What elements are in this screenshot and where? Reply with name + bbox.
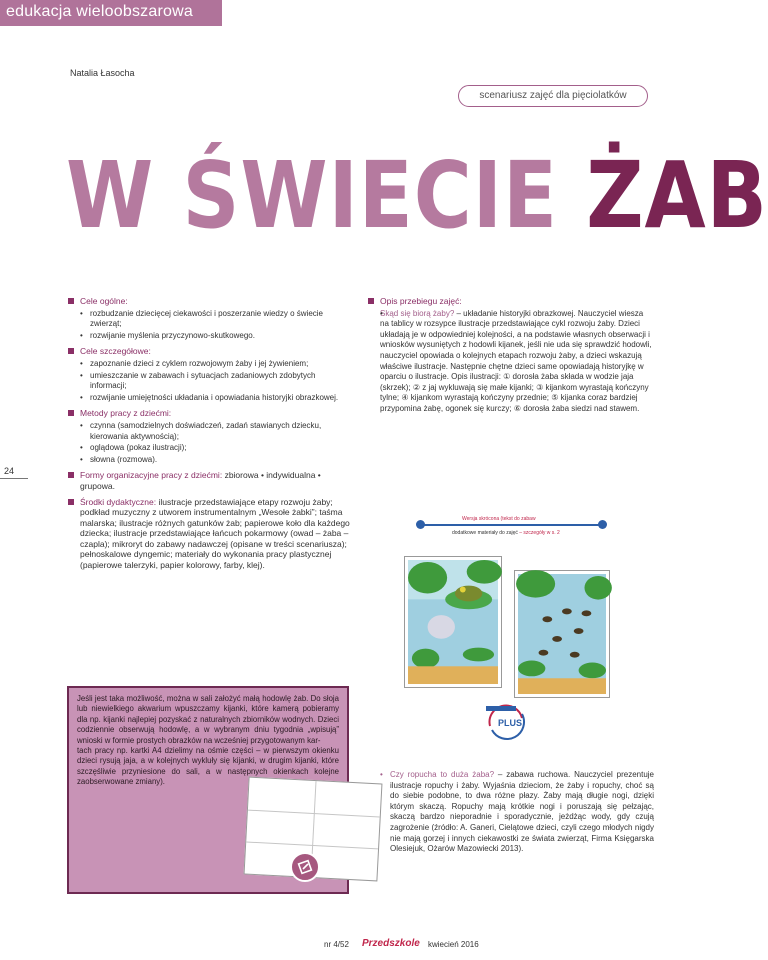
square-bullet-icon [368,298,374,304]
timeline-line [420,524,602,526]
means-heading: Środki dydaktyczne: ilustracje przedstawiające etapy rozwoju żaby; podkład muzyczny z utworem instrumentalnym „Wesołe żabki”; taśma malarska; ilustracje różnych gatunków żab; papierowe koło dla każdego dziecka; ilustracje przedstawiające łańcuch pokarmowy (owad – żaba – czapla); mikroryt do zabawy nadawczej (opisane w treści scenariusza); pełnoskalowe dyngemic; materiały do wykonania pracy plastycznej (papierowe talerzyki, papier kolorowy, farby, klej). [68,497,350,571]
plus-logo [484,700,528,740]
list-item: • czynna (samodzielnych doświadczeń, zadań stawianych dziecku, kierowania aktywnością); [68,421,350,442]
list-item: • zapoznanie dzieci z cyklem rozwojowym żaby i jej żywieniem; [68,359,350,370]
bottom-list-item [378,770,654,855]
timeline-dot [416,520,425,529]
square-bullet-icon [68,298,74,304]
bottom-paragraph [378,770,654,856]
timeline-diagram [412,516,608,556]
title-part-1: W ŚWIECIE [66,142,587,249]
list-item: • umieszczanie w zabawach i sytuacjach zadaniowych zdobytych informacji; [68,371,350,392]
goals-detailed-heading: Cele szczegółowe: [68,346,350,357]
square-bullet-icon [68,472,74,478]
section-tab: edukacja wieloobszarowa [0,0,222,26]
scenario-label: scenariusz zajęć dla pięciolatków [458,85,648,107]
list-item: • oglądowa (pokaz ilustracji); [68,443,350,454]
methods-heading: Metody pracy z dziećmi: [68,408,350,419]
info-box-text-narrow: tach pracy np. kartki A4 dzielimy na ośmie części – w pierwszym okienku dzieci rysują jaja, a w kolejnych wykluły się kijanki, w drugim kijanki, które szczęśliwie przyniesione do sali, a w następnych okienkach kolejne zaobserwowane zmiany). [77,746,339,787]
course-paragraph [368,309,654,415]
timeline-label-top: Wersja skrócona (tekst do zabaw [462,516,536,522]
magazine-logo: Przedszkole [362,938,420,949]
footer [0,938,720,952]
square-bullet-icon [68,499,74,505]
expand-icon [290,852,320,882]
page-number-divider [0,478,28,479]
footer-date: kwiecień 2016 [428,940,479,949]
means-text: ilustracje przedstawiające etapy rozwoju żaby; podkład muzyczny z utworem instrumentalnym „Wesołe żabki”; taśma malarska; ilustracje różnych gatunków żab; papierowe koło dla każdego dziecka; ilustracje przedstawiające łańcuch pokarmowy (owad – żaba – czapla); mikroryt do zabawy nadawczej (opisane w treści scenariusza); pełnoskalowe dyngemic; materiały do wykonania pracy plastycznej (papierowe talerzyki, papier kolorowy, farby, klej). [80,496,350,571]
bottom-text: – zabawa ruchowa. Nauczyciel prezentuje ilustracje ropuchy i żaby. Wyjaśnia dzieciom, że żaby i ropuchy, choć są do siebie podobne, to dwa różne płazy. Żaby mają długie nogi, dzięki którym skaczą. Ropuchy mają krótkie nogi i poruszają się pełzając, skaczą bardzo nieporadnie i sporadycznie, jeżdżąc wody, gdy czują zagrożenie (źródło: A. Ganeri, Cielątowe dzieci, czyli czego młodych nigdy nie mają gorzej i innych ciekawostki ze świata zwierząt, Firma Księgarska Olesiejuk, Ożarów Mazowiecki 2013). [390,770,654,854]
course-text: – układanie historyjki obrazkowej. Nauczyciel wiesza na tablicy w rozsypce ilustracje przedstawiające cykl rozwoju żaby. Dzieci układają je w odpowiedniej kolejności, a na podstawie własnych obserwacji i wniosków wysuniętych z hodowli kijanek, jeśli nie uda się sprawdzić hodowli, nauczyciel opowiada o kolejnych etapach rozwoju żaby, a dzieci wskazują właściwe ilustracje. Następnie chętne dzieci same opowiadają historyjkę w oparciu o ilustracje. Opis ilustracji: ① dorosła żaba składa w wodzie jaja (skrzek); ② z jaj wykluwają się małe kijanki; ③ kijankom wyrastają kończyny tylne; ④ kijankom wyrastają kończyny przednie; ⑤ kijanka coraz bardziej przypomina żabę, ogonek się kurczy; ⑥ dorosła żaba siedzi nad stawem. [380,308,652,413]
timeline-label-bottom: dodatkowe materiały do zajęć – szczegóły w s. 2 [452,530,560,536]
square-bullet-icon [68,410,74,416]
list-item: • rozbudzanie dziecięcej ciekawości i poszerzanie wiedzy o świecie zwierząt; [68,309,350,330]
author: Natalia Łasocha [70,68,135,78]
svg-text:PLUS: PLUS [498,718,523,728]
footer-issue: nr 4/52 [324,940,349,949]
tadpoles-illustration [514,570,610,698]
frog-pond-illustration [404,556,502,688]
bottom-lead: Czy ropucha to duża żaba? [390,770,495,779]
square-bullet-icon [68,348,74,354]
goals-general-heading: Cele ogólne: [68,296,350,307]
forms-text: zbiorowa • indywidualna • grupowa. [80,470,321,491]
course-heading: Opis przebiegu zajęć: [368,296,654,307]
list-item: • rozwijanie myślenia przyczynowo-skutkowego. [68,331,350,342]
right-column [368,296,654,416]
page-title [66,140,768,252]
info-box-text: Jeśli jest taka możliwość, można w sali założyć małą hodowlę żab. Do słoja lub niewielkiego akwarium wpuszczamy kijanki, które kamerą pobieramy dla np. kijanki najlepiej pozyskać z naturalnych zbiorników wodnych. Dzieci codziennie obserwują hodowlę, a w wybranym dniu tygodnia „wpisują” wnioski w formie prostych obrazków na wcześniej przygotowanym kar- [77,694,339,745]
course-lead: Skąd się biorą żaby? [380,308,455,318]
title-part-2: ŻAB [586,142,768,249]
page-number: 24 [4,466,15,476]
list-item: • słowna (rozmowa). [68,455,350,466]
forms-heading: Formy organizacyjne pracy z dziećmi: zbiorowa • indywidualna • grupowa. [68,470,350,491]
timeline-dot [598,520,607,529]
list-item: • rozwijanie umiejętności układania i opowiadania historyjki obrazkowej. [68,393,350,404]
left-column [68,296,350,573]
